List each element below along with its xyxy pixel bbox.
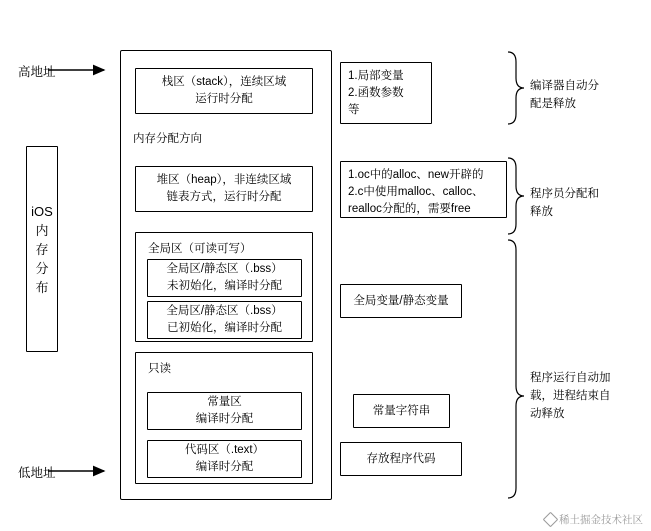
summary-runtime-line-0: 程序运行自动加 [530, 372, 611, 384]
summary-runtime-line-2: 动释放 [530, 408, 565, 420]
global-bss-init-line-1: 已初始化，编译时分配 [167, 322, 282, 334]
note-global [340, 284, 462, 318]
text-block [147, 440, 302, 478]
heap-block-line-1: 链表方式，运行时分配 [166, 191, 282, 203]
note-stack-line-1: 2.函数参数 [348, 87, 404, 99]
summary-compiler [530, 77, 599, 113]
const-block [147, 392, 302, 430]
juejin-logo-icon [543, 512, 559, 528]
global-bss-uninit-block [147, 259, 302, 297]
summary-programmer-line-0: 程序员分配和 [530, 188, 599, 200]
watermark [545, 512, 643, 527]
summary-programmer [530, 185, 599, 221]
summary-compiler-line-0: 编译器自动分 [530, 80, 599, 92]
summary-programmer-line-1: 释放 [530, 206, 553, 218]
note-global-line-0: 全局变量/静态变量 [353, 294, 449, 307]
global-region-title: 全局区（可读可写） [148, 243, 252, 255]
vertical-title [26, 146, 58, 352]
vertical-title-char-4: 布 [35, 279, 49, 295]
note-const-line-0: 常量字符串 [372, 404, 431, 417]
summary-runtime [530, 369, 611, 423]
note-stack [340, 62, 432, 124]
readonly-region-title: 只读 [148, 363, 171, 375]
note-text-line-0: 存放程序代码 [366, 452, 436, 465]
const-block-line-0: 常量区 [207, 396, 242, 408]
const-block-line-1: 编译时分配 [195, 413, 254, 425]
summary-compiler-line-1: 配是释放 [530, 98, 576, 110]
allocation-direction-label: 内存分配方向 [133, 133, 202, 145]
vertical-title-char-3: 分 [35, 260, 49, 276]
note-const [353, 394, 450, 428]
note-heap-line-1: 2.c中使用malloc、calloc、 [348, 186, 484, 198]
vertical-title-char-2: 存 [35, 241, 49, 257]
text-block-line-1: 编译时分配 [195, 461, 254, 473]
stack-block-line-0: 栈区（stack），连续区域 [161, 76, 287, 88]
stack-block-line-1: 运行时分配 [195, 93, 253, 105]
low-address-label: 低地址 [18, 466, 56, 480]
note-stack-line-0: 1.局部变量 [348, 70, 404, 82]
vertical-title-char-1: 内 [35, 222, 49, 238]
high-address-label: 高地址 [18, 65, 56, 79]
text-block-line-0: 代码区（.text） [184, 444, 265, 456]
global-bss-init-line-0: 全局区/静态区（.bss） [166, 305, 283, 317]
global-bss-uninit-line-1: 未初始化，编译时分配 [167, 280, 282, 292]
note-heap-line-2: realloc分配的，需要free [348, 203, 471, 215]
heap-block-line-0: 堆区（heap），非连续区域 [156, 174, 292, 186]
note-heap-line-0: 1.oc中的alloc、new开辟的 [348, 169, 484, 181]
note-heap [340, 161, 507, 218]
global-bss-uninit-line-0: 全局区/静态区（.bss） [166, 263, 283, 275]
vertical-title-char-0: iOS [31, 203, 53, 219]
heap-block [135, 166, 313, 212]
watermark-text: 稀土掘金技术社区 [559, 514, 643, 526]
global-bss-init-block [147, 301, 302, 339]
stack-block [135, 68, 313, 114]
note-text [340, 442, 462, 476]
note-stack-line-2: 等 [348, 104, 360, 116]
summary-runtime-line-1: 载，进程结束自 [530, 390, 611, 402]
